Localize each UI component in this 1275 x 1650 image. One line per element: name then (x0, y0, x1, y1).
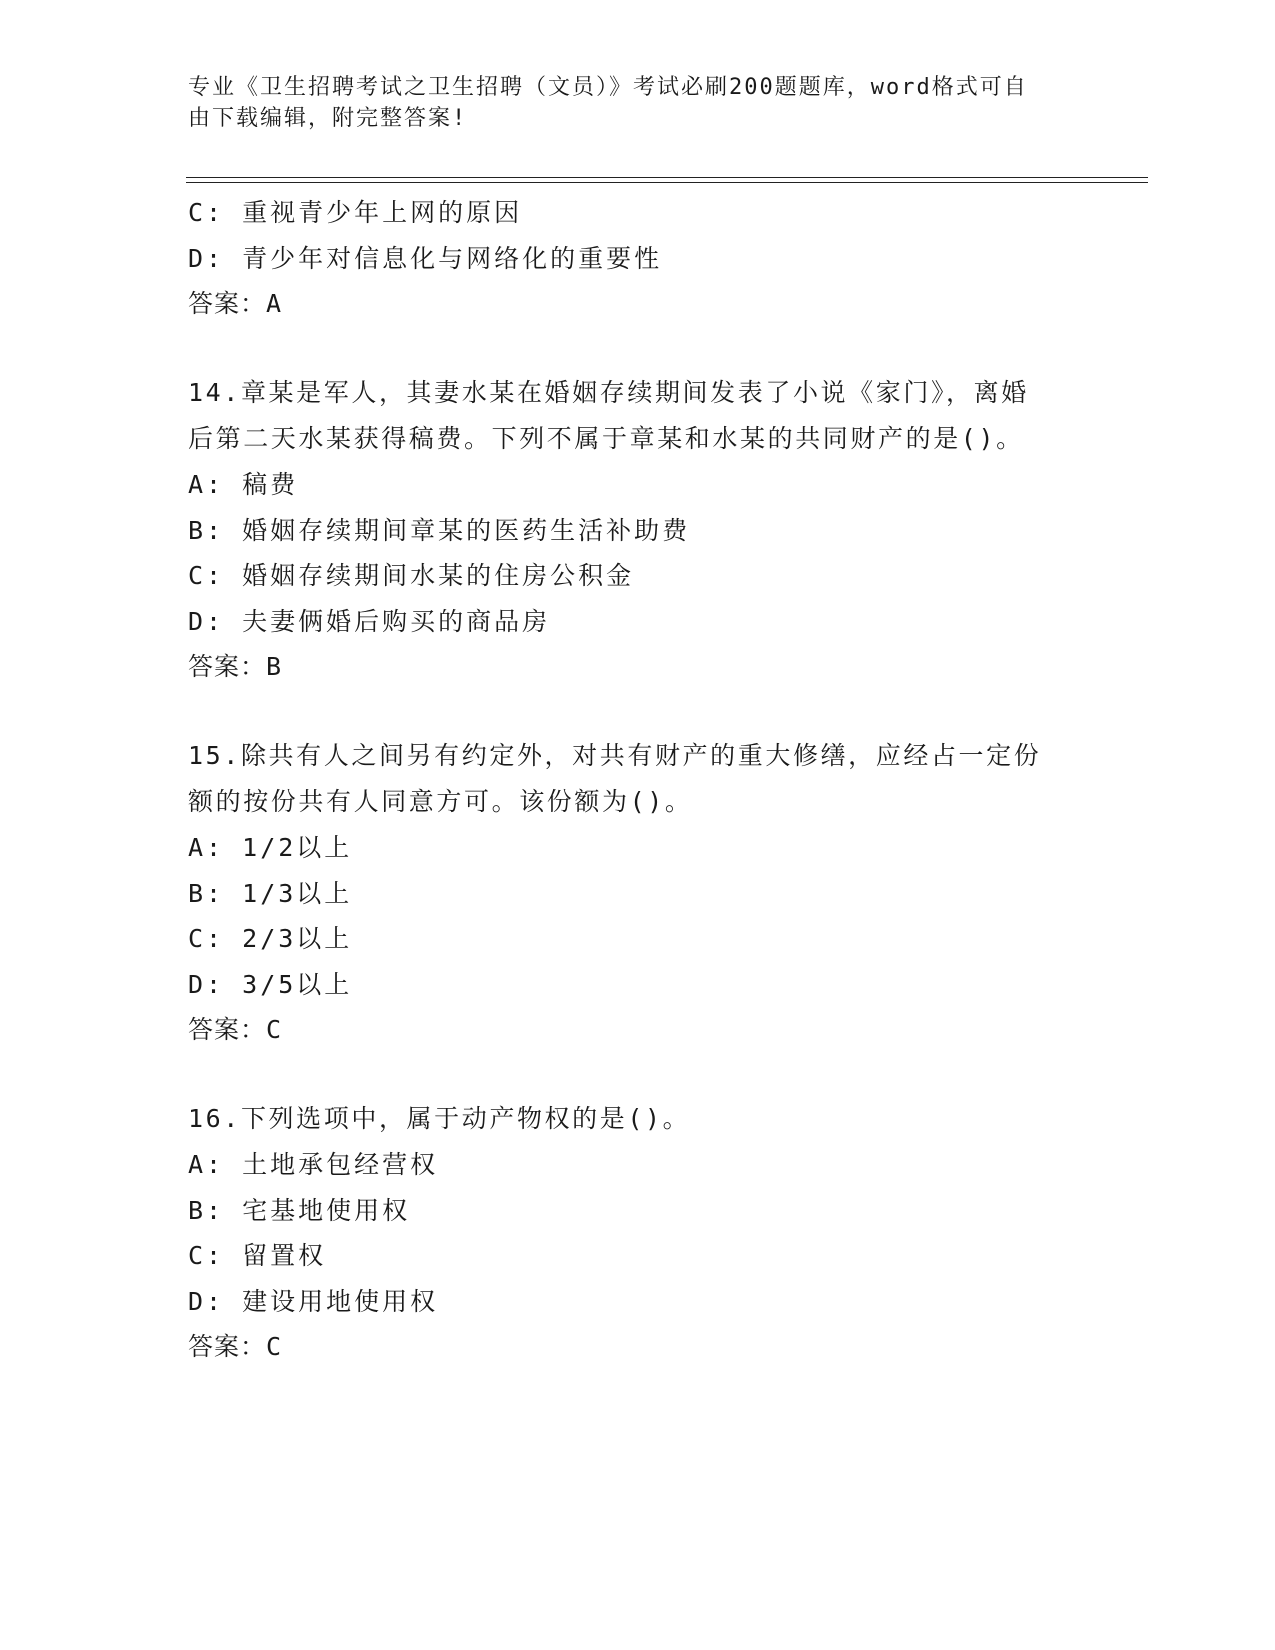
question-13-continuation (188, 190, 1088, 327)
document-header (188, 72, 1068, 134)
option-c: C: 2/3以上 (188, 924, 353, 953)
option-b: B: 婚姻存续期间章某的医药生活补助费 (188, 515, 691, 545)
spacer (188, 327, 1088, 370)
question-stem-line: 后第二天水某获得稿费。下列不属于章某和水某的共同财产的是()。 (188, 424, 1024, 453)
option-a: A: 稿费 (188, 470, 299, 499)
option-c: C: 婚姻存续期间水某的住房公积金 (188, 561, 635, 590)
header-line-1: 专业《卫生招聘考试之卫生招聘（文员）》考试必刷200题题库，word格式可自 (188, 75, 1028, 100)
header-divider-bottom (186, 182, 1148, 183)
header-divider-top (186, 177, 1148, 178)
question-stem-line: 16.下列选项中，属于动产物权的是()。 (188, 1104, 691, 1133)
option-b: B: 1/3以上 (188, 878, 353, 908)
option-d: D: 夫妻俩婚后购买的商品房 (188, 606, 551, 636)
option-d: D: 3/5以上 (188, 969, 353, 999)
question-stem-line: 14.章某是军人，其妻水某在婚姻存续期间发表了小说《家门》，离婚 (188, 378, 1029, 407)
option-a: A: 土地承包经营权 (188, 1150, 439, 1179)
answer-line: 答案：A (188, 289, 283, 318)
answer-line: 答案：C (188, 1015, 283, 1044)
answer-line: 答案：B (188, 652, 283, 681)
option-d: D: 青少年对信息化与网络化的重要性 (188, 243, 663, 273)
option-b: B: 宅基地使用权 (188, 1195, 411, 1225)
question-list (188, 190, 1088, 1370)
question-16 (188, 1096, 1088, 1370)
question-stem-line: 15.除共有人之间另有约定外，对共有财产的重大修缮，应经占一定份 (188, 741, 1042, 770)
question-stem-line: 额的按份共有人同意方可。该份额为()。 (188, 787, 693, 816)
question-15 (188, 733, 1088, 1053)
answer-line: 答案：C (188, 1332, 283, 1361)
option-a: A: 1/2以上 (188, 833, 353, 862)
spacer (188, 690, 1088, 733)
option-c: C: 重视青少年上网的原因 (188, 198, 523, 227)
option-c: C: 留置权 (188, 1241, 327, 1270)
question-14 (188, 370, 1088, 690)
option-d: D: 建设用地使用权 (188, 1286, 439, 1316)
spacer (188, 1053, 1088, 1096)
header-line-2: 由下载编辑，附完整答案! (188, 106, 468, 131)
